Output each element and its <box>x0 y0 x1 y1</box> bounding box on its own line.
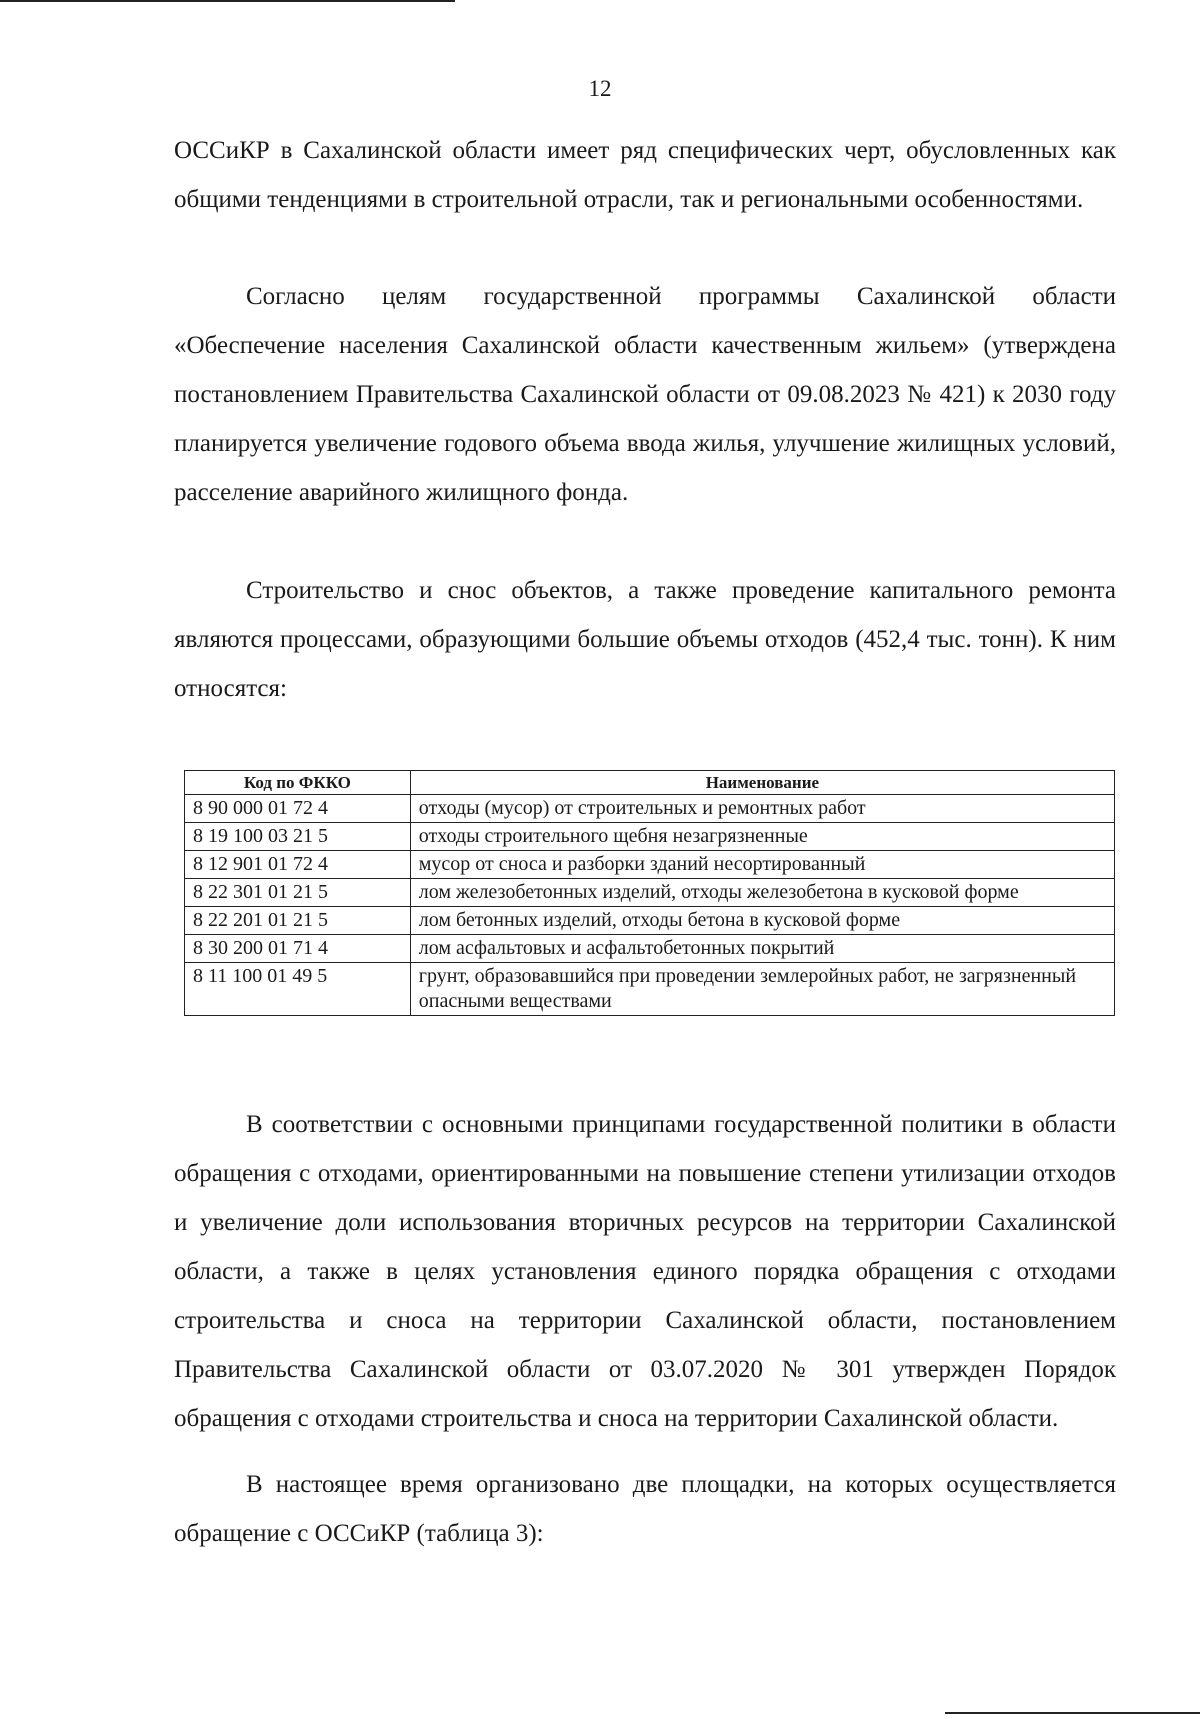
paragraph-5: В настоящее время организовано две площадки, на которых осуществляется обращение с ОССиКР (таблица 3): <box>174 1471 1116 1547</box>
waste-name-cell: отходы строительного щебня незагрязненные <box>410 823 1114 851</box>
table-row <box>185 851 1115 879</box>
header-fkko-code: Код по ФККО <box>185 771 411 795</box>
bottom-rule <box>945 1712 1200 1714</box>
waste-name-cell: грунт, образовавшийся при проведении землеройных работ, не загрязненный опасными веществами <box>410 963 1114 1016</box>
fkko-code-cell: 8 11 100 01 49 5 <box>185 963 411 1016</box>
table-row <box>185 795 1115 823</box>
fkko-code-cell: 8 90 000 01 72 4 <box>185 795 411 823</box>
fkko-code-cell: 8 30 200 01 71 4 <box>185 935 411 963</box>
paragraph-2: Согласно целям государственной программы Сахалинской области «Обеспечение населения Сахалинской области качественным жильем» (утверждена постановлением Правительства Сахалинской области от 09.08.2023 № 421) к 2030 году планируется увеличение годового объема ввода жилья, улучшение жилищных условий, расселение аварийного жилищного фонда. <box>174 283 1116 506</box>
top-rule <box>0 0 455 2</box>
paragraph-3: Строительство и снос объектов, а также проведение капитального ремонта являются процессами, образующими большие объемы отходов (452,4 тыс. тонн). К ним относятся: <box>174 577 1116 702</box>
header-name: Наименование <box>410 771 1114 795</box>
paragraph-1: ОССиКР в Сахалинской области имеет ряд специфических черт, обусловленных как общими тенденциями в строительной отрасли, так и региональными особенностями. <box>174 137 1116 213</box>
table-row <box>185 823 1115 851</box>
fkko-code-cell: 8 22 301 01 21 5 <box>185 879 411 907</box>
waste-name-cell: мусор от сноса и разборки зданий несортированный <box>410 851 1114 879</box>
table-row <box>185 963 1115 1016</box>
table-header-row <box>185 771 1115 795</box>
fkko-waste-table <box>184 770 1115 1016</box>
waste-name-cell: лом асфальтовых и асфальтобетонных покрытий <box>410 935 1114 963</box>
table-row <box>185 935 1115 963</box>
paragraph-4: В соответствии с основными принципами государственной политики в области обращения с отходами, ориентированными на повышение степени утилизации отходов и увеличение доли использования вторичных ресурсов на территории Сахалинской области, а также в целях установления единого порядка обращения с отходами строительства и сноса на территории Сахалинской области, постановлением Правительства Сахалинской области от 03.07.2020 № 301 утвержден Порядок обращения с отходами строительства и сноса на территории Сахалинской области. <box>174 1111 1116 1432</box>
fkko-code-cell: 8 12 901 01 72 4 <box>185 851 411 879</box>
fkko-code-cell: 8 19 100 03 21 5 <box>185 823 411 851</box>
waste-name-cell: лом бетонных изделий, отходы бетона в кусковой форме <box>410 907 1114 935</box>
page-number: 12 <box>588 76 612 101</box>
waste-name-cell: отходы (мусор) от строительных и ремонтных работ <box>410 795 1114 823</box>
table-row <box>185 907 1115 935</box>
waste-name-cell: лом железобетонных изделий, отходы железобетона в кусковой форме <box>410 879 1114 907</box>
table-row <box>185 879 1115 907</box>
fkko-code-cell: 8 22 201 01 21 5 <box>185 907 411 935</box>
